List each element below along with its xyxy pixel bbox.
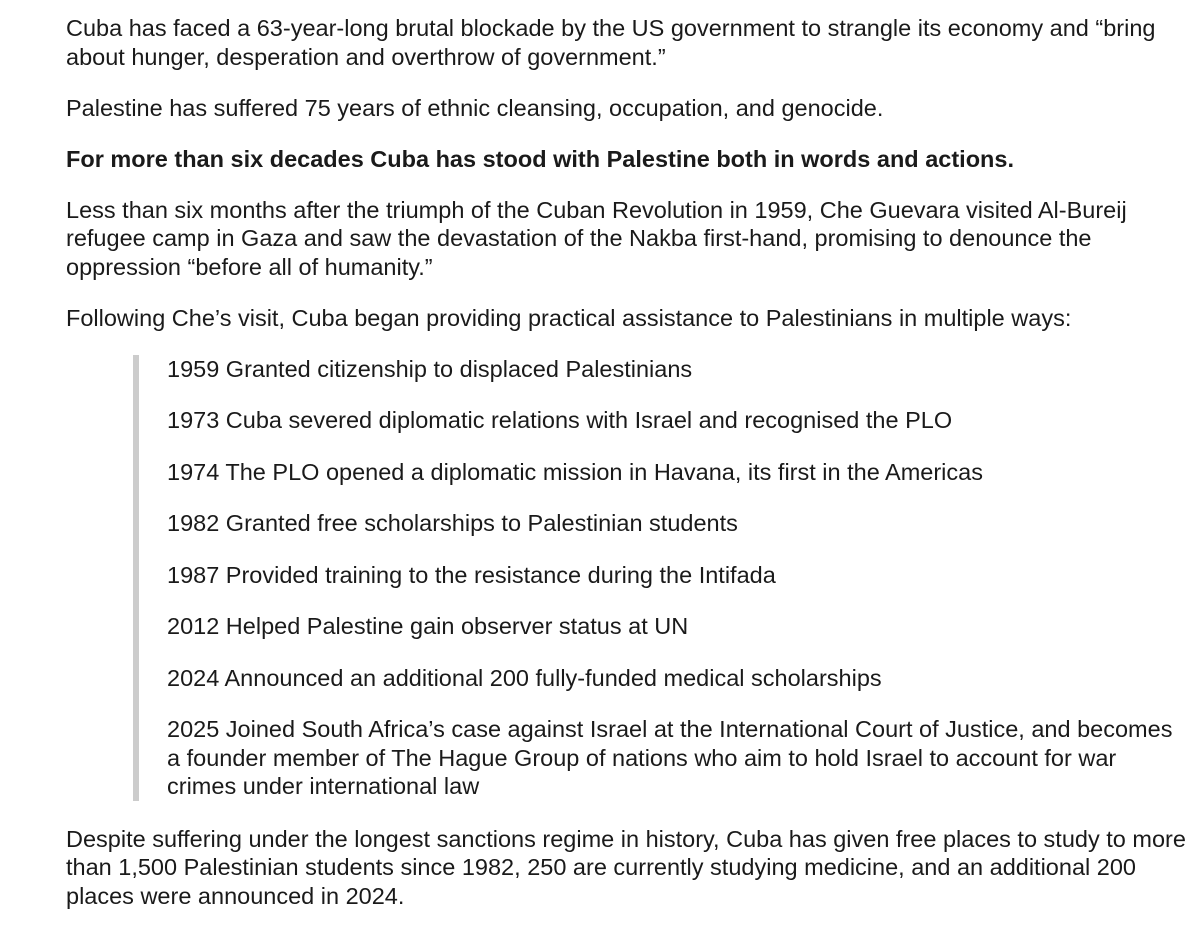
closing-paragraph: Despite suffering under the longest sanctions regime in history, Cuba has given free places to study to more than 1,500 Palestinian students since 1982, 250 are currently studying medicine, and an additional 200 places were announced in 2024. — [66, 825, 1186, 909]
paragraph-che-visit: Less than six months after the triumph of the Cuban Revolution in 1959, Che Guevara visited Al-Bureij refugee camp in Gaza and saw the devastation of the Nakba first-hand, promising to denounce the oppression “before all of humanity.” — [66, 196, 1127, 280]
timeline-item-1982: 1982 Granted free scholarships to Palestinian students — [167, 510, 738, 536]
timeline-item-1974: 1974 The PLO opened a diplomatic mission in Havana, its first in the Americas — [167, 458, 983, 485]
bold-statement: For more than six decades Cuba has stood with Palestine both in words and actions. — [66, 145, 1014, 172]
intro-paragraph-palestine: Palestine has suffered 75 years of ethnic cleansing, occupation, and genocide. — [66, 94, 884, 121]
timeline-item-2025: 2025 Joined South Africa’s case against Israel at the International Court of Justice, and becomes a founder member of The Hague Group of nations who aim to hold Israel to account for war crimes under international law — [167, 716, 1173, 799]
paragraph-assistance-intro: Following Che’s visit, Cuba began providing practical assistance to Palestinians in multiple ways: — [66, 304, 1072, 331]
timeline-item-1973: 1973 Cuba severed diplomatic relations with Israel and recognised the PLO — [167, 407, 953, 433]
timeline-item-1987: 1987 Provided training to the resistance during the Intifada — [167, 561, 776, 588]
timeline-item-1959: 1959 Granted citizenship to displaced Palestinians — [167, 355, 693, 382]
timeline-item-2024: 2024 Announced an additional 200 fully-funded medical scholarships — [167, 664, 882, 691]
timeline-blockquote — [133, 355, 1191, 801]
intro-paragraph-blockade: Cuba has faced a 63-year-long brutal blockade by the US government to strangle its economy and “bring about hunger, desperation and overthrow of government.” — [66, 15, 1156, 70]
timeline-item-2012: 2012 Helped Palestine gain observer status at UN — [167, 613, 689, 639]
